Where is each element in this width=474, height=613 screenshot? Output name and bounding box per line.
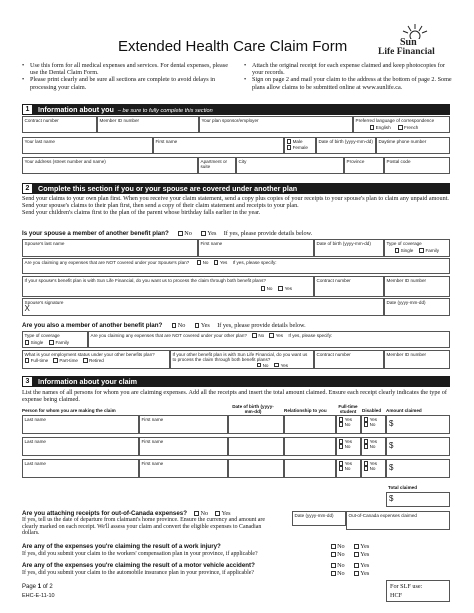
single-checkbox[interactable] (25, 340, 30, 345)
total-claimed-field[interactable] (386, 492, 450, 507)
part-time-label: Part-time (59, 358, 78, 364)
instructions-left (22, 62, 234, 91)
disabled-yes-checkbox[interactable] (364, 461, 369, 466)
field-label: Last name (24, 417, 46, 422)
no-label: No (369, 466, 376, 472)
claim-disabled-field (361, 459, 386, 478)
claim-last-name-field[interactable] (22, 437, 139, 456)
motor-yes-checkbox[interactable] (354, 563, 359, 568)
first-name-field[interactable] (153, 137, 284, 154)
instruction-paragraph: Send your children's claims first to the plan of the parent whose birthday falls earlier in the year. (22, 209, 261, 216)
yes-label: Yes (369, 439, 378, 444)
employment-status-field (22, 350, 170, 369)
disabled-yes-checkbox[interactable] (364, 439, 369, 444)
section-3-header (22, 376, 450, 387)
fulltime-yes-checkbox[interactable] (339, 417, 344, 422)
field-label: Are you claiming any expenses that are NOT covered under your Spouse's plan? (24, 260, 190, 265)
field-label: City (238, 159, 247, 164)
yes-label: Yes (360, 562, 370, 569)
family-label: Family (55, 340, 69, 346)
no-label: No (337, 570, 345, 577)
motor-vehicle-answers (331, 562, 369, 569)
motor-vehicle-help: If yes, did you submit your claim to the automobile insurance plan in your province, if applicable? (22, 570, 254, 576)
disabled-no-checkbox[interactable] (364, 422, 369, 427)
not-covered-no-checkbox[interactable] (197, 260, 202, 265)
signature-x: X (24, 304, 30, 314)
claim-disabled-field (361, 415, 386, 434)
field-label: Type of coverage (24, 333, 60, 338)
work-comp-yes-checkbox[interactable] (354, 552, 359, 557)
field-label: Out-of-Canada expenses claimed (348, 513, 417, 518)
work-injury-question: Are any of the expenses you're claiming the result of a work injury? (22, 543, 221, 550)
yes-label: Yes (275, 333, 284, 338)
preferred-language-field (353, 116, 450, 133)
no-label: No (337, 543, 345, 550)
ooc-claimed-field[interactable] (346, 511, 450, 530)
field-label: Type of coverage (386, 241, 422, 246)
spouse-contract-number-field[interactable] (314, 276, 384, 297)
claim-relationship-field[interactable] (284, 415, 336, 434)
page-current: 1 (37, 584, 42, 590)
section-note: – be sure to fully complete this section (117, 108, 213, 114)
motor-vehicle-question: Are any of the expenses you're claiming the result of a motor vehicle accident? (22, 562, 255, 569)
yes-label: Yes (369, 461, 378, 466)
yes-label: Yes (207, 230, 217, 237)
your-not-covered-field (88, 331, 450, 348)
out-of-canada-help: If yes, tell us the date of departure from claimant's home province. Ensure the currency and amount are clearly marked on each receipt. We'll assess your claim and convert the eligible expenses to Canadian dollars. (22, 517, 265, 537)
ooc-date-field[interactable] (292, 511, 346, 526)
dob-field[interactable] (316, 137, 376, 154)
yes-label: Yes (360, 543, 370, 550)
field-label: Are you claiming any expenses that are NOT covered under your other plan? (90, 333, 247, 338)
claim-fulltime-field (336, 437, 361, 456)
field-label: Member ID number (386, 352, 427, 357)
yes-label: Yes (221, 510, 231, 517)
col-person-header: Person for whom you are making the claim (22, 408, 116, 413)
you-yes-checkbox[interactable] (195, 323, 200, 328)
no-label: No (344, 422, 351, 428)
page-total: of 2 (42, 584, 53, 590)
field-label: Contract number (24, 118, 59, 123)
section-number: 3 (22, 376, 33, 387)
work-comp-answers (331, 551, 369, 558)
claim-dob-field[interactable] (228, 459, 284, 478)
no-label: No (177, 322, 186, 329)
yes-label: Yes (200, 322, 210, 329)
col-disabled-header: Disabled (362, 408, 382, 413)
claim-first-name-field[interactable] (139, 459, 228, 478)
single-checkbox[interactable] (395, 248, 400, 253)
claim-fulltime-field (336, 415, 361, 434)
work-yes-checkbox[interactable] (354, 544, 359, 549)
field-label: First name (141, 417, 164, 422)
field-label: Last name (24, 439, 46, 444)
field-label: If your other benefit plan is with Sun Life Financial, do you want us to process the claim through both benefit plans? (172, 352, 308, 363)
slf-use-box (386, 580, 450, 602)
field-label: Apartment or suite (200, 159, 228, 170)
claim-relationship-field[interactable] (284, 437, 336, 456)
claim-amount-field[interactable] (386, 415, 450, 434)
slf-use-label: For SLF use: (390, 583, 423, 590)
spouse-signature-date-field[interactable] (384, 298, 450, 316)
instruction-paragraph: Send your spouse's claims to their plan first, then send a copy of their claim statement and receipts to your plan. (22, 202, 299, 209)
claim-dob-field[interactable] (228, 415, 284, 434)
instruction-item: • Please print clearly and be sure all sections are complete to avoid delays in processing your claim. (22, 76, 234, 90)
yes-label: Yes (344, 417, 353, 422)
field-label: What is your employment status under your other benefits plan? (24, 352, 155, 357)
field-label: First name (155, 139, 178, 144)
field-label: Your plan sponsor/employer (201, 118, 259, 123)
family-checkbox[interactable] (49, 340, 54, 345)
field-label: Preferred language of correspondence (355, 118, 435, 123)
field-label: Daytime phone number (378, 139, 427, 144)
your-coordination-field (170, 350, 314, 369)
section-number: 2 (22, 183, 33, 194)
question-text: Are you attaching receipts for out-of-Canada expenses? (22, 510, 188, 517)
field-label: Province (346, 159, 365, 164)
spouse-other-plan-question (22, 230, 312, 237)
form-title: Extended Health Care Claim Form (118, 38, 348, 55)
spouse-signature-field[interactable] (22, 298, 384, 316)
if-yes-text: If yes, please provide details below. (217, 322, 306, 329)
field-label: Member ID number (99, 118, 140, 123)
section-number: 1 (22, 104, 33, 115)
single-label: Single (30, 340, 44, 346)
field-label: Contract number (316, 352, 351, 357)
contract-number-field[interactable] (22, 116, 97, 133)
instruction-paragraph: Send your claims to your own plan first. When you receive your claim statement, send a copy plus copies of your receipts to your spouse's plan to claim any unpaid amount. (22, 195, 449, 202)
field-label: Contract number (316, 278, 351, 283)
coord2-no-checkbox[interactable] (257, 363, 262, 368)
motor-no-checkbox[interactable] (331, 563, 336, 568)
instructions-right (244, 62, 456, 91)
field-label: Date (yyyy-mm-dd) (386, 300, 426, 305)
sun-life-logo (378, 23, 458, 63)
yes-label: Yes (344, 439, 353, 444)
specify-label: If yes, please specify: (288, 333, 333, 338)
claim-disabled-field (361, 437, 386, 456)
dollar-sign: $ (389, 463, 394, 472)
full-time-label: Full-time (30, 358, 49, 364)
apartment-field[interactable] (198, 157, 236, 174)
field-label: Date of birth (yyyy-mm-dd) (316, 241, 371, 246)
field-label: Postal code (386, 159, 411, 164)
col-amount-header: Amount claimed (386, 408, 422, 413)
yes-label: Yes (219, 260, 228, 265)
family-label: Family (425, 248, 439, 254)
instruction-item: • Sign on page 2 and mail your claim to the address at the bottom of page 2. Some plans allow claims to be submitted online at www.sunlife.ca. (244, 76, 456, 90)
last-name-field[interactable] (22, 137, 153, 154)
english-label: English (375, 125, 391, 131)
part-time-checkbox[interactable] (53, 358, 58, 363)
logo-sun: Sun (400, 37, 417, 48)
address-field[interactable] (22, 157, 198, 174)
disabled-yes-checkbox[interactable] (364, 417, 369, 422)
field-label: Spouse's signature (24, 300, 64, 305)
french-label: French (404, 125, 419, 131)
fulltime-no-checkbox[interactable] (339, 422, 344, 427)
plan-sponsor-field[interactable] (199, 116, 353, 133)
work-injury-help: If yes, did you submit your claim to the workers' compensation plan in your province, if applicable? (22, 551, 258, 557)
col-fulltime-header: Full-time student (338, 404, 358, 414)
no-label: No (337, 562, 345, 569)
field-label: Your last name (24, 139, 55, 144)
dollar-sign: $ (389, 494, 394, 503)
logo-life-financial: Life Financial (378, 47, 435, 57)
not-covered2-yes-checkbox[interactable] (269, 333, 274, 338)
question-text: Are you also a member of another benefit plan? (22, 322, 163, 329)
auto-no-checkbox[interactable] (331, 571, 336, 576)
auto-yes-checkbox[interactable] (354, 571, 359, 576)
claim-first-name-field[interactable] (139, 437, 228, 456)
claim-last-name-field[interactable] (22, 459, 139, 478)
no-label: No (258, 333, 265, 338)
coord-no-checkbox[interactable] (261, 286, 266, 291)
spouse-dob-field[interactable] (314, 239, 384, 257)
your-member-id-field[interactable] (384, 350, 450, 369)
section-1-header (22, 104, 450, 115)
french-checkbox[interactable] (398, 125, 403, 130)
work-no-checkbox[interactable] (331, 544, 336, 549)
no-label: No (266, 286, 273, 292)
dollar-sign: $ (389, 441, 394, 450)
field-label: First name (141, 439, 164, 444)
spouse-not-covered-field (22, 258, 450, 274)
no-label: No (369, 444, 376, 450)
yes-label: Yes (360, 551, 370, 558)
ooc-yes-checkbox[interactable] (215, 511, 220, 516)
section-2-instructions (22, 195, 452, 216)
claim-amount-field[interactable] (386, 437, 450, 456)
postal-code-field[interactable] (384, 157, 450, 174)
page-prefix: Page (22, 584, 37, 590)
gender-field (284, 137, 316, 154)
you-no-checkbox[interactable] (172, 323, 177, 328)
no-label: No (344, 444, 351, 450)
yes-label: Yes (369, 417, 378, 422)
female-checkbox[interactable] (287, 145, 292, 150)
spouse-last-name-field[interactable] (22, 239, 198, 257)
yes-label: Yes (284, 286, 293, 292)
claim-last-name-field[interactable] (22, 415, 139, 434)
no-label: No (262, 362, 269, 368)
field-label: Date of birth (yyyy-mm-dd) (318, 139, 373, 144)
field-label: Last name (24, 461, 46, 466)
retired-label: Retired (89, 358, 104, 364)
field-label: Date (yyyy-mm-dd) (294, 513, 334, 518)
work-injury-answers (331, 543, 369, 550)
disabled-no-checkbox[interactable] (364, 444, 369, 449)
family-checkbox[interactable] (419, 248, 424, 253)
col-dob-header: Date of birth (yyyy-mm-dd) (232, 404, 274, 414)
your-coverage-type-field (22, 331, 88, 348)
english-checkbox[interactable] (370, 125, 375, 130)
claim-amount-field[interactable] (386, 459, 450, 478)
col-relationship-header: Relationship to you (284, 408, 327, 413)
no-label: No (200, 510, 209, 517)
no-label: No (369, 422, 376, 428)
daytime-phone-field[interactable] (376, 137, 450, 154)
yes-label: Yes (280, 362, 289, 368)
claim-dob-field[interactable] (228, 437, 284, 456)
section-3-instructions: List the names of all persons for whom you are claiming expenses. Add all the receipts and insert the total amount claimed. Ensure each receipt clearly indicates the type of expense being claimed. (22, 389, 447, 403)
fulltime-yes-checkbox[interactable] (339, 461, 344, 466)
if-yes-text: If yes, please provide details below. (223, 230, 313, 237)
question-text: Is your spouse a member of another benefit plan? (22, 230, 169, 237)
coord-yes-checkbox[interactable] (278, 286, 283, 291)
yes-label: Yes (344, 461, 353, 466)
no-label: No (337, 551, 345, 558)
province-field[interactable] (344, 157, 384, 174)
form-code: EHC-E-11-10 (22, 593, 55, 599)
field-label: First name (141, 461, 164, 466)
auto-insurance-answers (331, 570, 369, 577)
section-2-header (22, 183, 450, 194)
out-of-canada-question (22, 510, 231, 517)
no-label: No (184, 230, 192, 237)
fulltime-no-checkbox[interactable] (339, 444, 344, 449)
claim-fulltime-field (336, 459, 361, 478)
spouse-coverage-type-field (384, 239, 450, 257)
page-indicator (22, 584, 53, 590)
field-label: First name (200, 241, 223, 246)
instruction-item: • Attach the original receipt for each expense claimed and keep photocopies for your records. (244, 62, 456, 76)
your-contract-number-field[interactable] (314, 350, 384, 369)
member-id-field[interactable] (97, 116, 199, 133)
spouse-member-id-field[interactable] (384, 276, 450, 297)
fulltime-no-checkbox[interactable] (339, 466, 344, 471)
field-label: Your address (street number and name) (24, 159, 106, 164)
no-label: No (202, 260, 209, 265)
yes-label: Yes (360, 570, 370, 577)
total-claimed-label: Total claimed (388, 485, 418, 490)
not-covered-yes-checkbox[interactable] (214, 260, 219, 265)
retired-checkbox[interactable] (83, 358, 88, 363)
work-comp-no-checkbox[interactable] (331, 552, 336, 557)
no-label: No (344, 466, 351, 472)
spouse-first-name-field[interactable] (198, 239, 314, 257)
claim-first-name-field[interactable] (139, 415, 228, 434)
field-label: Member ID number (386, 278, 427, 283)
section-title: Information about your claim (38, 377, 138, 386)
single-label: Single (400, 248, 414, 254)
fulltime-yes-checkbox[interactable] (339, 439, 344, 444)
claim-relationship-field[interactable] (284, 459, 336, 478)
you-other-plan-question (22, 322, 306, 329)
not-covered2-no-checkbox[interactable] (252, 333, 257, 338)
spouse-yes-checkbox[interactable] (201, 231, 206, 236)
field-label: Spouse's last name (24, 241, 65, 246)
full-time-checkbox[interactable] (25, 358, 30, 363)
spouse-no-checkbox[interactable] (178, 231, 183, 236)
spouse-coordination-field (22, 276, 314, 297)
hcf-label: HCF (390, 592, 403, 599)
section-title: Information about you (38, 105, 114, 114)
coord2-yes-checkbox[interactable] (274, 363, 279, 368)
disabled-no-checkbox[interactable] (364, 466, 369, 471)
field-label: If your spouse's benefit plan is with Sun Life Financial, do you want us to process the claim through both benefit plans? (24, 278, 266, 283)
instruction-item: • Use this form for all medical expenses and services. For dental expenses, please use the Dental Claim Form. (22, 62, 234, 76)
city-field[interactable] (236, 157, 344, 174)
female-label: Female (292, 145, 308, 151)
male-label: Male (292, 139, 303, 144)
male-checkbox[interactable] (287, 139, 292, 144)
section-title: Complete this section if you or your spouse are covered under another plan (38, 184, 298, 193)
ooc-no-checkbox[interactable] (194, 511, 199, 516)
specify-label: If yes, please specify: (232, 260, 277, 265)
dollar-sign: $ (389, 419, 394, 428)
